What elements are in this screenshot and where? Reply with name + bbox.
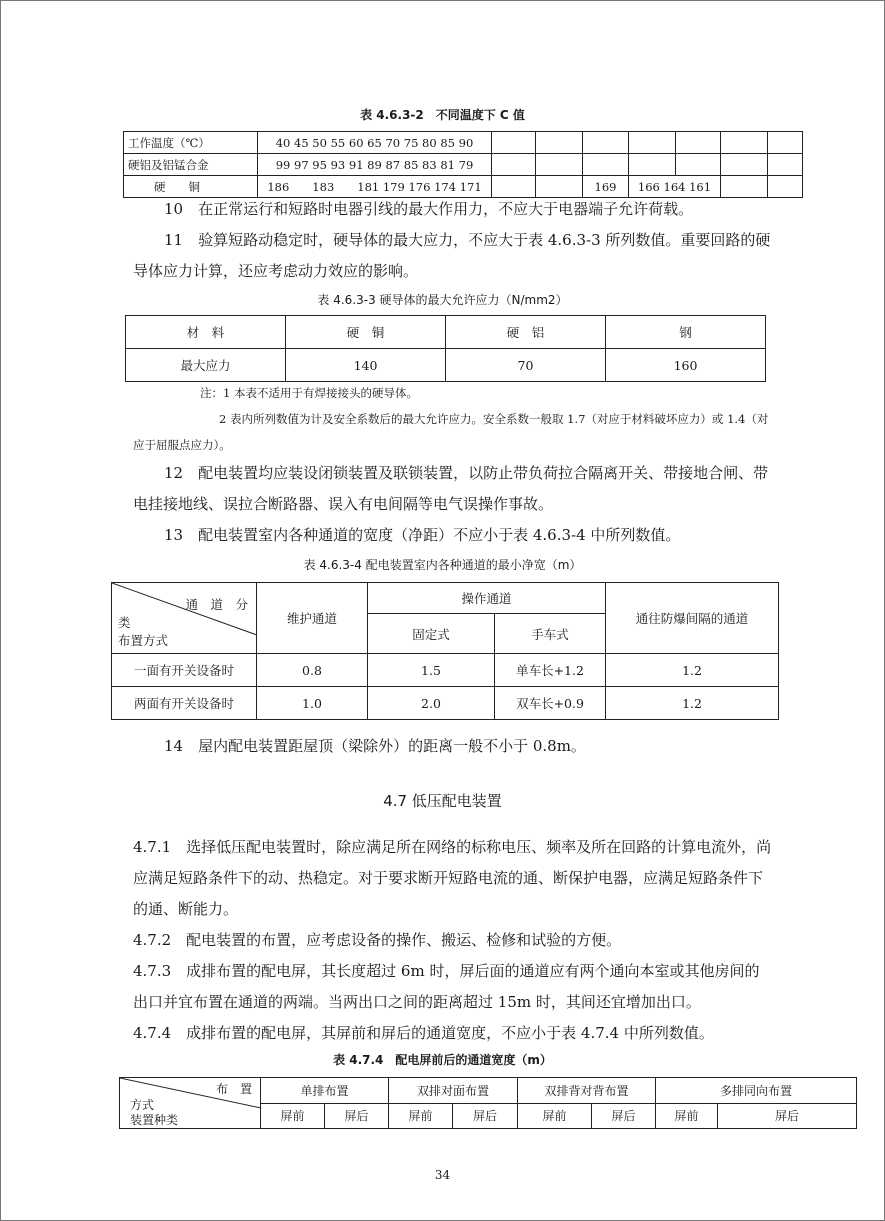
table-cell: 1.5: [368, 654, 495, 687]
passage-width-table: [111, 582, 779, 720]
column-header: 通往防爆间隔的通道: [606, 583, 779, 654]
temperature-c-table: [123, 131, 803, 198]
column-group-header: 单排布置: [261, 1078, 389, 1104]
row-header: 一面有开关设备时: [112, 654, 257, 687]
paragraph-13: 13 配电装置室内各种通道的宽度（净距）不应小于表 4.6.3-4 中所列数值。: [164, 526, 681, 544]
table-row: [124, 132, 803, 154]
diagonal-bottom-label-1: 类: [118, 615, 131, 630]
table-row: [112, 687, 779, 720]
table-cell: 单车长+1.2: [495, 654, 606, 687]
column-group-header: 双排背对背布置: [518, 1078, 656, 1104]
page-number: 34: [434, 1168, 451, 1182]
table-note-1: 注：1 本表不适用于有焊接接头的硬导体。: [200, 386, 418, 400]
column-header: 硬 铜: [286, 316, 446, 349]
paragraph-14: 14 屋内配电装置距屋顶（梁除外）的距离一般不小于 0.8m。: [164, 737, 586, 755]
section-title: 4.7 低压配电装置: [383, 792, 502, 810]
table-row: [126, 316, 766, 349]
table-cell: [721, 132, 768, 154]
column-header: 屏前: [518, 1103, 592, 1129]
diagonal-bottom-label-2: 装置种类: [130, 1113, 179, 1127]
table-caption: 表 4.6.3-2 不同温度下 C 值: [360, 108, 525, 122]
column-header: 钢: [606, 316, 766, 349]
panel-passage-table: [119, 1077, 857, 1129]
column-header: 屏后: [718, 1103, 857, 1129]
column-header: 硬 铝: [446, 316, 606, 349]
table-cell: 40 45 50 55 60 65 70 75 80 85 90: [258, 132, 492, 154]
diagonal-header-cell: [120, 1078, 261, 1129]
table-caption: 表 4.6.3-4 配电装置室内各种通道的最小净宽（m）: [303, 558, 582, 572]
table-cell: [676, 154, 721, 176]
diagonal-top-label: 通 道 分: [185, 597, 248, 612]
table-note-2: 2 表内所列数值为计及安全系数后的最大允许应力。安全系数一般取 1.7（对应于材料破坏应力）或 1.4（对应于屈服点应力）。: [133, 412, 769, 452]
table-row: [112, 583, 779, 614]
table-cell: 2.0: [368, 687, 495, 720]
table-cell: 1.0: [257, 687, 368, 720]
table-cell: 169: [583, 176, 629, 198]
table-cell: 双车长+0.9: [495, 687, 606, 720]
column-group-header: 双排对面布置: [389, 1078, 518, 1104]
clause-4-7-3: 4.7.3 成排布置的配电屏，其长度超过 6m 时，屏后面的通道应有两个通向本室或其他房间的出口并宜布置在通道的两端。当两出口之间的距离超过 15m 时，其间还宜增加出口。: [133, 962, 760, 1011]
column-header: 屏后: [453, 1103, 518, 1129]
table-cell: [676, 132, 721, 154]
table-cell: 0.8: [257, 654, 368, 687]
table-cell: 1.2: [606, 654, 779, 687]
row-header: 两面有开关设备时: [112, 687, 257, 720]
table-cell: [492, 154, 536, 176]
column-header: 屏前: [261, 1103, 325, 1129]
clause-4-7-1: 4.7.1 选择低压配电装置时，除应满足所在网络的标称电压、频率及所在回路的计算电流外，尚应满足短路条件下的动、热稳定。对于要求断开短路电流的通、断保护电器，应满足短路条件下的通、断能力。: [133, 838, 772, 918]
column-header: 手车式: [495, 614, 606, 654]
table-cell: 70: [446, 349, 606, 382]
table-caption: 表 4.6.3-3 硬导体的最大允许应力（N/mm2）: [317, 293, 568, 307]
max-stress-table: [125, 315, 766, 382]
table-cell: [583, 154, 629, 176]
table-row: [126, 349, 766, 382]
table-cell: [583, 132, 629, 154]
table-row: [112, 654, 779, 687]
column-header: 维护通道: [257, 583, 368, 654]
paragraph-10: 10 在正常运行和短路时电器引线的最大作用力，不应大于电器端子允许荷载。: [164, 200, 694, 218]
clause-4-7-4: 4.7.4 成排布置的配电屏，其屏前和屏后的通道宽度，不应小于表 4.7.4 中所列数值。: [133, 1024, 714, 1042]
paragraph-12: 12 配电装置均应装设闭锁装置及联锁装置，以防止带负荷拉合隔离开关、带接地合闸、带电挂接地线、误拉合断路器、误入有电间隔等电气误操作事故。: [133, 464, 769, 513]
table-cell: [768, 154, 803, 176]
table-cell: 99 97 95 93 91 89 87 85 83 81 79: [258, 154, 492, 176]
table-cell: [629, 154, 676, 176]
table-cell: 186 183 181 179 176 174 171: [258, 176, 492, 198]
table-caption: 表 4.7.4 配电屏前后的通道宽度（m）: [333, 1053, 552, 1067]
diagonal-top-label: 布 置: [215, 1082, 252, 1096]
diagonal-bottom-label-2: 布置方式: [118, 633, 169, 648]
column-header: 屏后: [325, 1103, 389, 1129]
table-row: [120, 1078, 857, 1104]
table-cell: [768, 132, 803, 154]
table-cell: [721, 154, 768, 176]
row-header: 硬铝及铝锰合金: [124, 154, 258, 176]
table-cell: [536, 132, 583, 154]
column-header: 固定式: [368, 614, 495, 654]
column-header: 材 料: [126, 316, 286, 349]
table-row: [124, 154, 803, 176]
column-header: 屏前: [656, 1103, 718, 1129]
table-cell: [492, 132, 536, 154]
diagonal-header-cell: [112, 583, 257, 654]
table-cell: [629, 132, 676, 154]
row-header: 最大应力: [126, 349, 286, 382]
row-header: 硬 铜: [124, 176, 258, 198]
column-header: 操作通道: [368, 583, 606, 614]
table-cell: 166 164 161: [629, 176, 721, 198]
table-cell: 1.2: [606, 687, 779, 720]
row-header: 工作温度（℃）: [124, 132, 258, 154]
table-cell: 160: [606, 349, 766, 382]
table-cell: 140: [286, 349, 446, 382]
clause-4-7-2: 4.7.2 配电装置的布置，应考虑设备的操作、搬运、检修和试验的方便。: [133, 931, 622, 949]
column-header: 屏后: [592, 1103, 656, 1129]
paragraph-11: 11 验算短路动稳定时，硬导体的最大应力，不应大于表 4.6.3-3 所列数值。重要回路的硬导体应力计算，还应考虑动力效应的影响。: [133, 231, 771, 280]
column-group-header: 多排同向布置: [656, 1078, 857, 1104]
diagonal-bottom-label-1: 方式: [130, 1098, 155, 1112]
column-header: 屏前: [389, 1103, 453, 1129]
table-cell: [536, 154, 583, 176]
